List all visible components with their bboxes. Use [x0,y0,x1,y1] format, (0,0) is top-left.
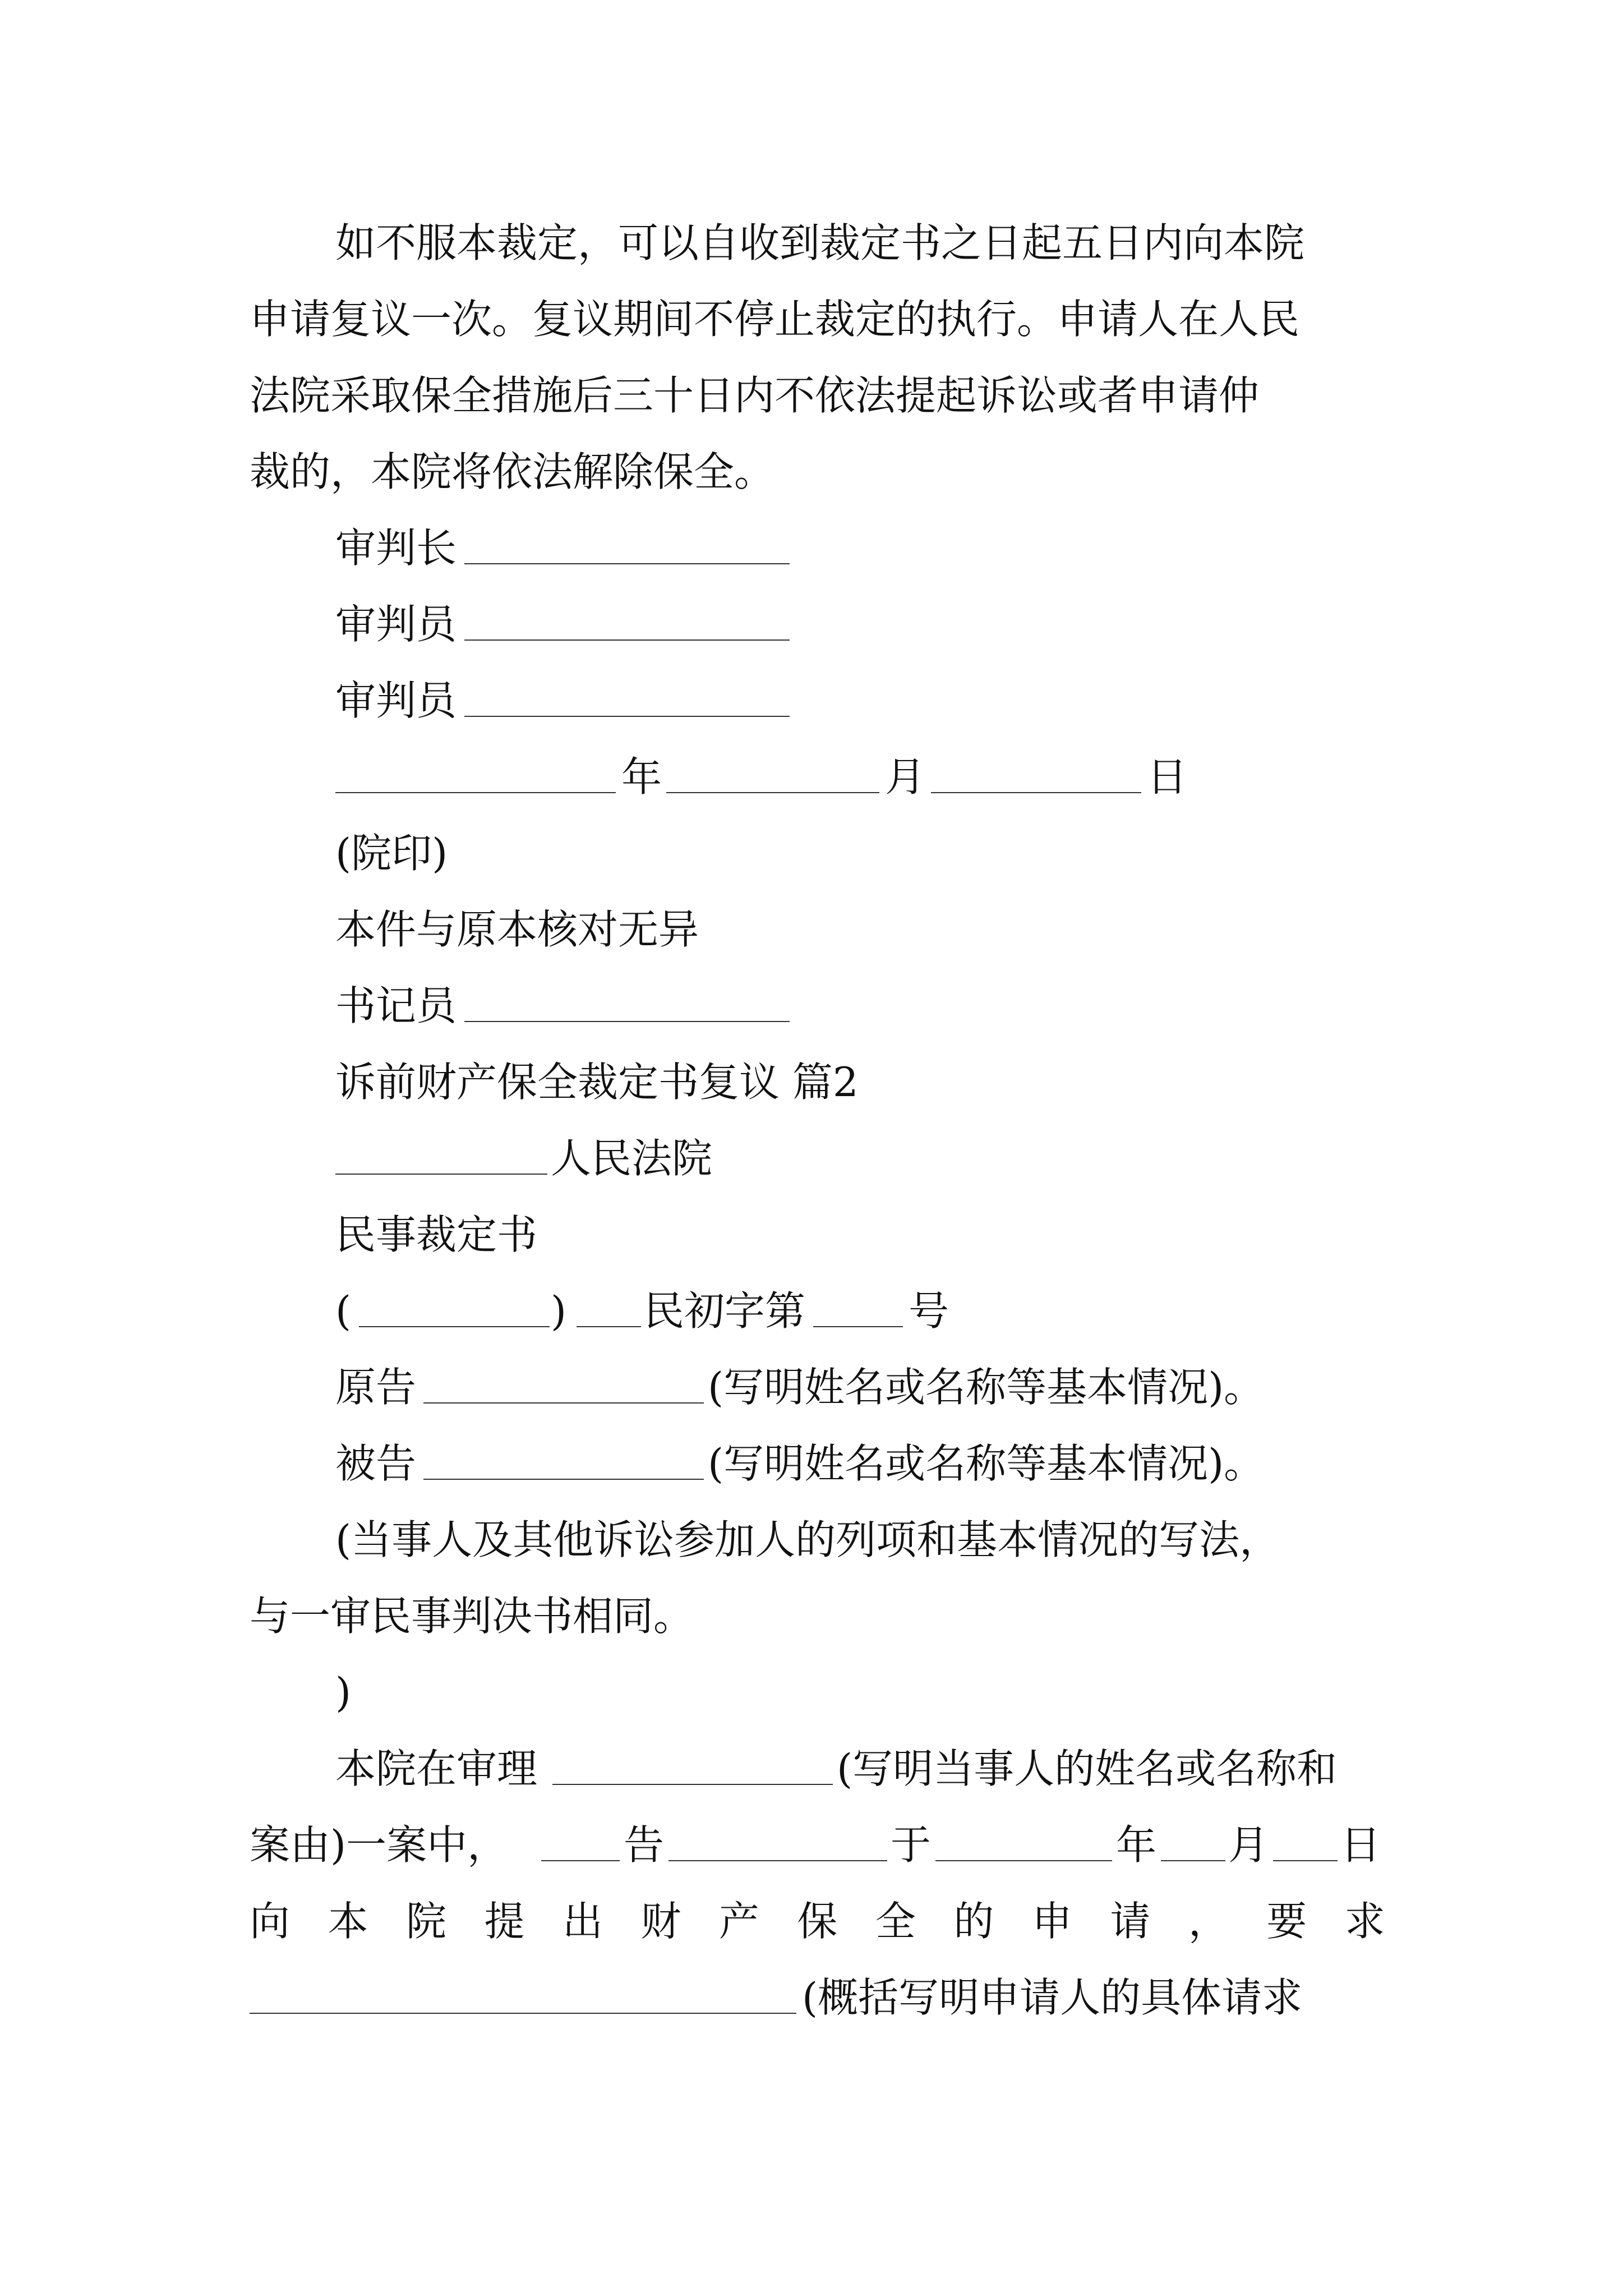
day-label: 日 [1147,753,1188,800]
case-no-end: 号 [909,1287,949,1335]
chief-judge-line [0,510,1623,586]
date-line [0,739,1623,815]
year-label: 年 [621,753,662,800]
parties-note-close: ) [335,1669,352,1716]
justified-body-text [250,1883,1385,1959]
clerk-line [0,968,1623,1044]
body-text: 案由)一案中， [250,1821,508,1869]
body-text: 于 [891,1821,932,1869]
body-line [0,1731,1623,1807]
body-char: ， [1188,1898,1229,1945]
paragraph-line [0,281,1623,357]
body-text: 日 [1340,1821,1381,1869]
chief-judge-label: 审判长 [335,524,457,572]
doc-title: 民事裁定书 [335,1211,538,1258]
defendant-label: 被告 [335,1440,417,1487]
case-year-blank [359,1326,550,1327]
parties-note-line [0,1578,1623,1654]
verify-line [0,891,1623,968]
paragraph-text: 法院采取保全措施后三十日内不依法提起诉讼或者申请仲 [250,372,1260,419]
body-line [0,1883,1623,1959]
paragraph-text: 申请复议一次。复议期间不停止裁定的执行。申请人在人民 [250,296,1300,343]
party-role-blank [541,1860,620,1861]
body-char: 本 [328,1898,368,1945]
body-char: 请 [1110,1898,1151,1945]
body-text: 本院在审理 [335,1745,538,1792]
day-blank [931,792,1141,793]
judge-label: 审判员 [335,677,457,724]
defendant-blank [423,1479,704,1480]
applicant-blank [668,1860,887,1861]
paragraph-line [0,205,1623,281]
doc-title-line [0,1197,1623,1273]
judge-line [0,586,1623,662]
section-heading: 诉前财产保全裁定书复议 篇2 [335,1059,859,1106]
body-text: 月 [1228,1821,1269,1869]
paragraph-text: 裁的，本院将依法解除保全。 [250,448,775,495]
clerk-blank [464,1021,790,1022]
court-name-blank [335,1174,547,1175]
verify-text: 本件与原本核对无异 [335,906,699,953]
year-blank [335,792,616,793]
month-blank [1161,1860,1225,1861]
body-text: 告 [624,1821,665,1869]
parties-note-line [0,1502,1623,1578]
parties-note-text: 与一审民事判决书相同。 [250,1593,694,1640]
chief-judge-blank [464,563,790,564]
case-no-open: ( [335,1287,352,1335]
plaintiff-blank [423,1402,704,1404]
parties-note-line [0,1654,1623,1731]
defendant-note: (写明姓名或名称等基本情况)。 [708,1440,1265,1487]
body-line [0,1959,1623,2036]
parties-note-text: (当事人及其他诉讼参加人的列项和基本情况的写法， [335,1516,1280,1563]
seal-line [0,815,1623,891]
body-char: 提 [484,1898,525,1945]
judge-label: 审判员 [335,601,457,648]
case-no-middle: 民初字第 [644,1287,806,1335]
plaintiff-label: 原告 [335,1364,417,1411]
paragraph-text: 如不服本裁定，可以自收到裁定书之日起五日内向本院 [335,219,1305,266]
clerk-label: 书记员 [335,982,457,1029]
case-court-blank [577,1326,641,1327]
body-line [0,1807,1623,1883]
plaintiff-note: (写明姓名或名称等基本情况)。 [708,1364,1265,1411]
body-char: 要 [1266,1898,1307,1945]
case-number-blank [813,1326,903,1327]
year-blank [935,1860,1112,1861]
day-blank [1273,1860,1338,1861]
body-char: 全 [875,1898,916,1945]
body-text: (写明当事人的姓名或名称和 [837,1745,1338,1792]
parties-case-blank [552,1784,833,1785]
body-char: 财 [640,1898,681,1945]
body-char: 申 [1031,1898,1072,1945]
judge-blank [464,716,790,717]
judge-line [0,662,1623,739]
court-suffix: 人民法院 [551,1135,713,1182]
body-text: 年 [1116,1821,1157,1869]
body-char: 向 [250,1898,291,1945]
body-char: 的 [953,1898,994,1945]
month-label: 月 [885,753,926,800]
body-text: (概括写明申请人的具体请求 [802,1974,1303,2021]
section-heading-line [0,1044,1623,1120]
month-blank [666,792,879,793]
judge-blank [464,639,790,641]
request-blank [250,2013,796,2014]
plaintiff-line [0,1349,1623,1425]
body-char: 产 [718,1898,759,1945]
defendant-line [0,1425,1623,1502]
court-seal: (院印) [335,830,448,877]
body-char: 出 [562,1898,603,1945]
paragraph-line [0,357,1623,434]
body-char: 保 [797,1898,838,1945]
paragraph-line [0,434,1623,510]
court-name-line [0,1120,1623,1197]
body-char: 院 [405,1898,446,1945]
case-number-line [0,1273,1623,1349]
body-char: 求 [1344,1898,1385,1945]
case-no-close: ) [551,1287,567,1335]
